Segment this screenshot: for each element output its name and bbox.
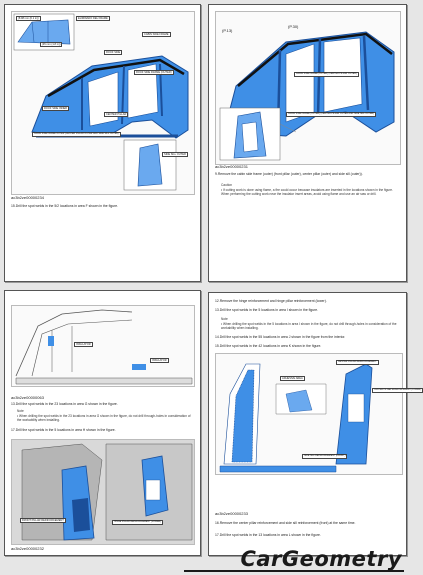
callout-label: CABIN SIDE FRAME <box>144 33 169 36</box>
callout-label: CENTER PILLAR REINFORCEMENT <box>336 360 379 365</box>
figure-id: ac3b2ze00000063 <box>11 395 44 400</box>
callout-label: HINGE PILLAR REINFORCEMENT (LOWER) <box>112 520 163 525</box>
callout-label: ADHESIVE AREA <box>282 377 303 380</box>
pillar-reinforcement-figure <box>11 439 195 545</box>
center-pillar-figure <box>215 353 421 475</box>
step-text: 17.Drill the spot welds in the 13 locations in area L shown in the figure. <box>215 533 321 537</box>
insulator-figure <box>11 305 195 387</box>
callout-label: INSULATOR <box>76 343 91 346</box>
figure-id: ac3b2ze00000234 <box>11 195 44 200</box>
step-text: 9.Remove the cabin side frame (outer) (front pillar (outer), center pillar (outer) and side sill (outer)). <box>215 172 363 176</box>
note-title: Note <box>17 409 24 413</box>
watermark-logo: CarGeometry <box>240 547 402 571</box>
cabin-side-frame-drawing <box>216 12 400 164</box>
manual-page-3 <box>4 290 201 556</box>
manual-page-4 <box>208 292 421 556</box>
callout-label: CENTER PILLAR <box>106 113 127 116</box>
step-text: 13.Drill the spot welds in the 23 locations in area G shown in the figure. <box>11 402 118 406</box>
figure-id: ac3b2ze00000233 <box>215 511 248 516</box>
caution-title: Caution <box>221 183 232 187</box>
step-text: 14.Drill the spot welds in the 55 locations in area J shown in the figure from the interior. <box>215 335 346 339</box>
body-frame-drawing <box>12 12 194 194</box>
body-frame-figure <box>11 11 195 195</box>
note-title: Note <box>221 317 228 321</box>
step-text: 17.Drill the spot welds in the 5 locations in area H shown in the figure. <box>11 428 116 432</box>
step-text: 16.Remove the center pillar reinforcement and side sill reinforcement (front) at the same time. <box>215 521 356 525</box>
note-body: • When drilling the spot welds in the 5 locations in area I shown in the figure, do not drill through-holes in consideration of the workability when installing. <box>221 322 397 330</box>
callout-label: INSULATOR <box>152 359 167 362</box>
callout-label: ROOF SIDE INNER <box>44 107 68 110</box>
callout-label: ROOF SIDE FRAME (OUTER) <box>136 71 172 74</box>
callout-label: CENTER PILLAR REINFORCEMENT (LOWER) <box>372 388 423 393</box>
callout-label: FRONT PILLAR REINFORCEMENT <box>22 519 64 522</box>
step-text: 15.Drill the spot welds in the 5/2 locations in area F shown in the figure. <box>11 204 119 208</box>
figure-id: ac3b2ze00000231 <box>215 164 248 169</box>
pillar-reinforcement-drawing <box>12 440 194 544</box>
step-text: 12.Remove the hinge reinforcement and hinge pillar reinforcement (lower). <box>215 299 327 303</box>
figure-id: ac3b2ze00000232 <box>11 546 44 551</box>
callout-label: (8.98 mm {0.1 in}) <box>18 17 39 20</box>
insulator-drawing <box>12 306 194 386</box>
cabin-side-frame-figure <box>215 11 401 165</box>
callout-label: ELIMINADO DEL FRAME <box>78 17 108 20</box>
step-text: 13.Drill the spot welds in the 5 locations in area I shown in the figure. <box>215 308 319 312</box>
manual-page-1 <box>4 4 201 282</box>
step-text: 15.Drill the spot welds in the 42 locations in area K shown in the figure. <box>215 344 322 348</box>
callout-label: SIDE SILL OUTER <box>164 153 186 156</box>
callout-label: (45 mm {1.8 in}) <box>42 43 61 46</box>
caution-body: • If cutting work is done using flame, a fire could occur because insulators are inserted in the locations shown in the figure. When performing the cutting work near the insulator insert areas, avoid using flame and use an air saw or drill. <box>221 188 393 196</box>
svg-text:(P.30): (P.30) <box>288 24 299 29</box>
manual-page-2 <box>208 4 407 282</box>
callout-label: CABIN SIDE FRAME OUTER (CENTER PILLAR OUTER AND SIDE SILL OUTER) <box>32 132 121 137</box>
note-body: • When drilling the spot welds in the 23 locations in area G shown in the figure, do not drill through-holes in consideration of the workability when installing. <box>17 414 191 422</box>
callout-label: CABIN SIDE FRAME (OUTER) (CENTER PILLAR OUTER) <box>294 72 359 77</box>
callout-label: ROOF SIDE <box>106 51 121 54</box>
svg-text:(P.13): (P.13) <box>222 28 233 33</box>
callout-label: SIDE SILL REINFORCEMENT (FRONT) <box>302 454 347 459</box>
callout-label: CABIN SIDE FRAME (OUTER) (CENTER PILLAR OUTER AND SIDE SILL OUTER) <box>286 112 376 117</box>
